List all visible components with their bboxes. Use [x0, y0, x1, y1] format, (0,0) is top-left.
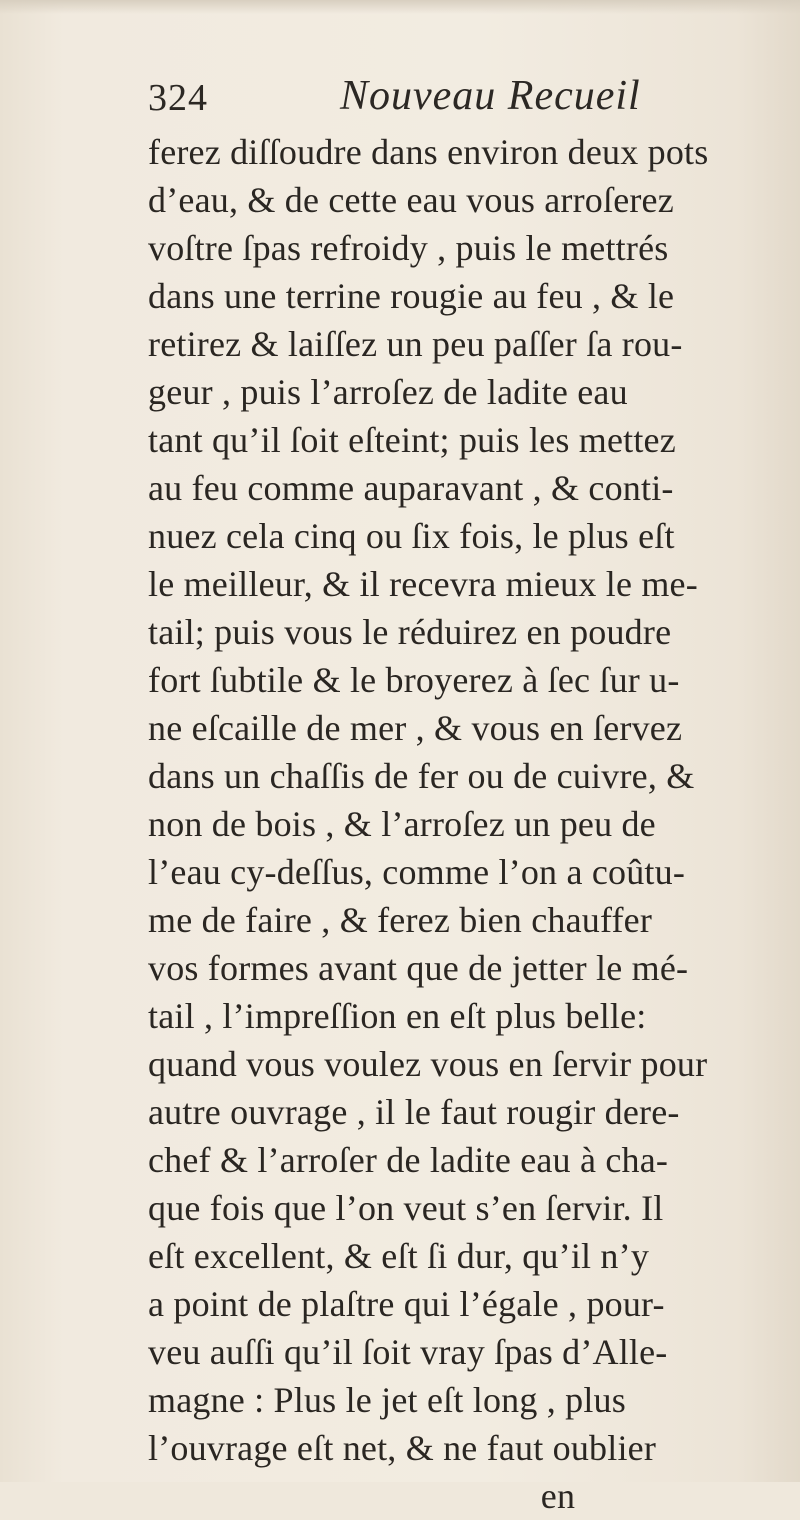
text-line: l’eau cy-deſſus, comme l’on a coûtu-: [148, 852, 686, 892]
text-line: le meilleur, & il recevra mieux le me-: [148, 564, 698, 604]
text-line: eſt excellent, & eſt ſi dur, qu’il n’y: [148, 1236, 650, 1276]
text-line: d’eau, & de cette eau vous arroſerez: [148, 180, 674, 220]
text-line: geur , puis l’arroſez de ladite eau: [148, 372, 628, 412]
catchword: en: [540, 1476, 576, 1516]
text-line: voſtre ſpas refroidy , puis le mettrés: [148, 228, 669, 268]
page-number: 324: [148, 77, 208, 119]
body-text: [148, 128, 798, 1520]
text-line: ferez diſſoudre dans environ deux pots: [148, 132, 709, 172]
text-line: fort ſubtile & le broyerez à ſec ſur u-: [148, 660, 680, 700]
text-line: tant qu’il ſoit eſteint; puis les mettez: [148, 420, 676, 460]
text-line: veu auſſi qu’il ſoit vray ſpas d’Alle-: [148, 1332, 668, 1372]
text-line: au feu comme auparavant , & conti-: [148, 468, 674, 508]
text-line: que fois que l’on veut s’en ſervir. Il: [148, 1188, 664, 1228]
text-line: tail; puis vous le réduirez en poudre: [148, 612, 672, 652]
text-line: quand vous voulez vous en ſervir pour: [148, 1044, 708, 1084]
text-line: chef & l’arroſer de ladite eau à cha-: [148, 1140, 669, 1180]
running-title: Nouveau Recueil: [340, 73, 641, 119]
text-line: vos formes avant que de jetter le mé-: [148, 948, 689, 988]
text-line: nuez cela cinq ou ſix fois, le plus eſt: [148, 516, 675, 556]
text-line: tail , l’impreſſion en eſt plus belle:: [148, 996, 647, 1036]
text-line: autre ouvrage , il le faut rougir dere-: [148, 1092, 680, 1132]
text-line: a point de plaſtre qui l’égale , pour-: [148, 1284, 665, 1324]
text-line: magne : Plus le jet eſt long , plus: [148, 1380, 626, 1420]
page-top-edge: [0, 0, 800, 14]
text-line: ne eſcaille de mer , & vous en ſervez: [148, 708, 683, 748]
text-line: dans une terrine rougie au feu , & le: [148, 276, 675, 316]
text-line: me de faire , & ferez bien chauffer: [148, 900, 653, 940]
text-line: non de bois , & l’arroſez un peu de: [148, 804, 656, 844]
text-line: retirez & laiſſez un peu paſſer ſa rou-: [148, 324, 683, 364]
running-head: [140, 72, 760, 124]
text-line: l’ouvrage eſt net, & ne faut oublier: [148, 1428, 657, 1468]
text-line: dans un chaſſis de fer ou de cuivre, &: [148, 756, 695, 796]
